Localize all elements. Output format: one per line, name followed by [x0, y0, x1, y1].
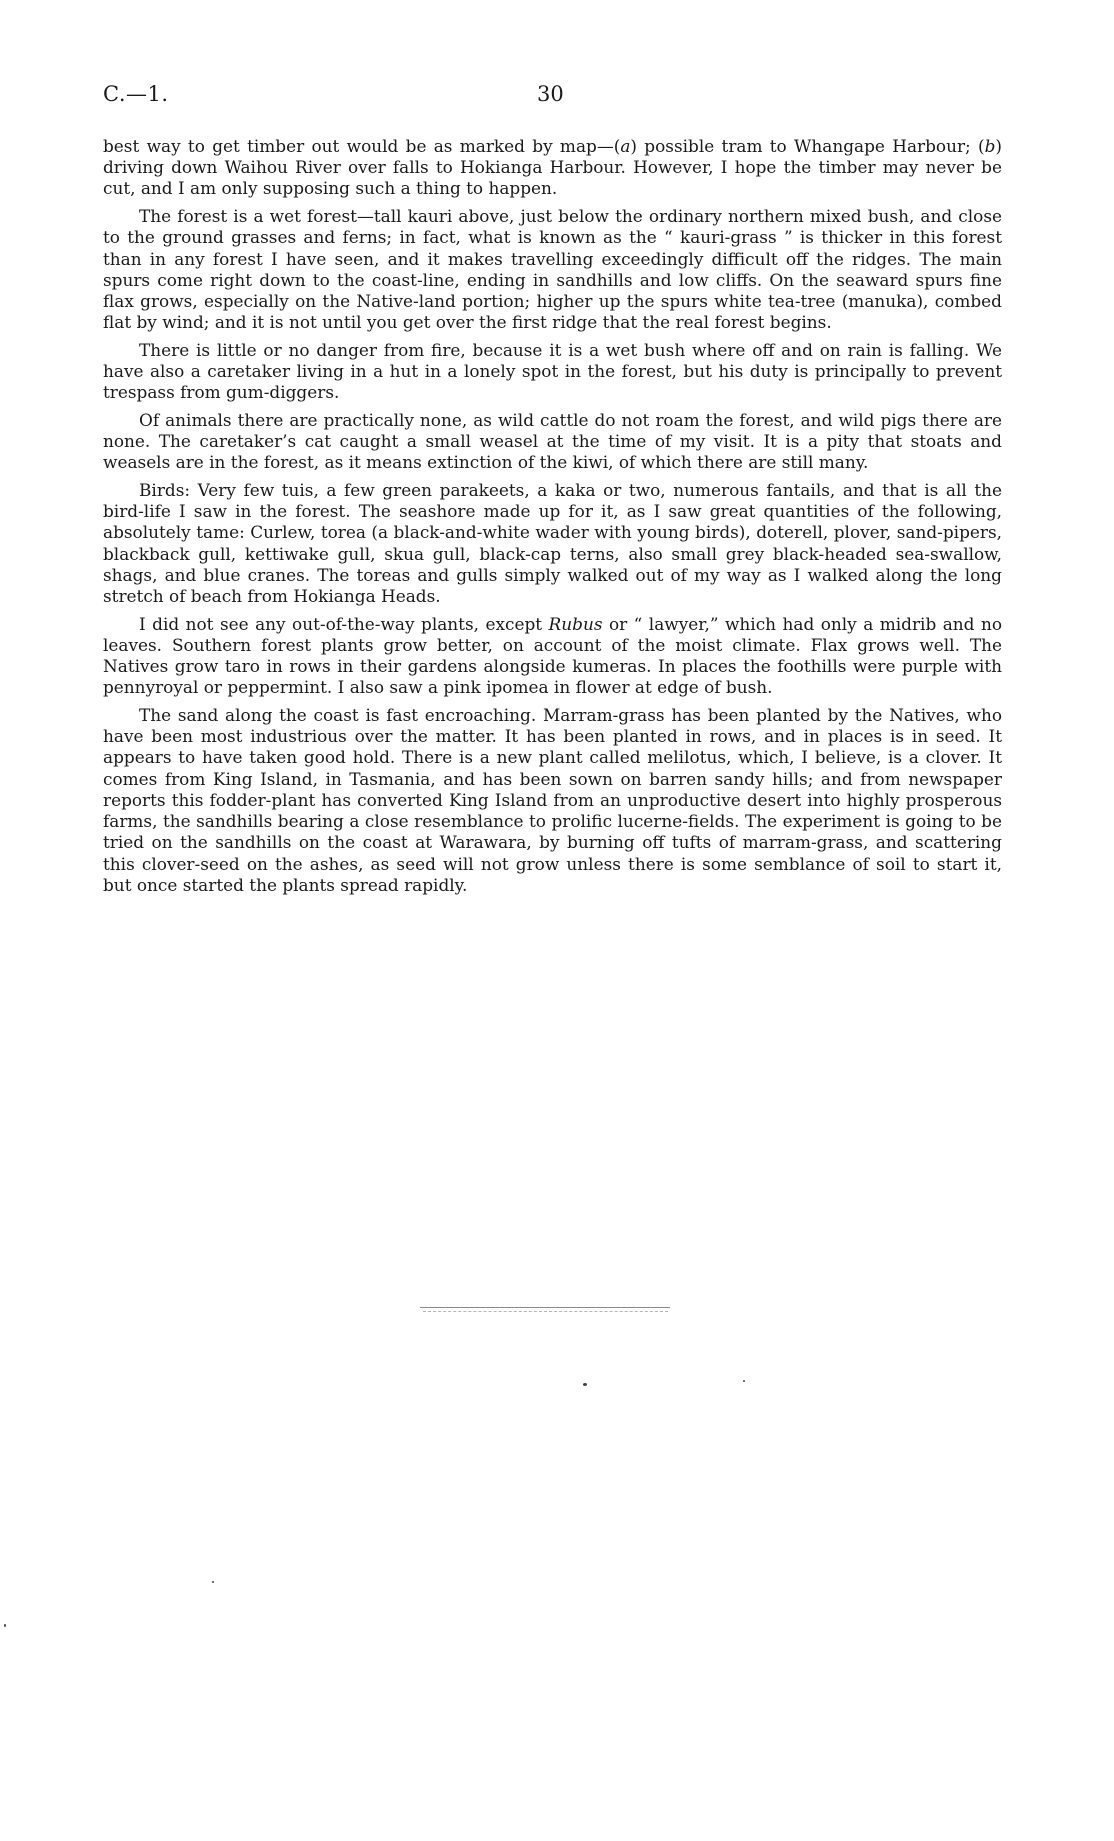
- text-run: The forest is a wet forest—tall kauri above, just below the ordinary northern mixed bush, and close to the ground grasses and ferns; in fact, what is known as the “ kauri-grass ” is thicker in this forest than in any forest I have seen, and it makes travelling exceedingly difficult off the ridges. The main spurs come right down to the coast-line, ending in sandhills and low cliffs. On the seaward spurs fine flax grows, especially on the Native-land portion; higher up the spurs white tea-tree (manuka), combed flat by wind; and it is not until you get over the first ridge that the real forest begins.: [103, 206, 1002, 333]
- text-run: best way to get timber out would be as marked by map—(: [103, 136, 621, 156]
- print-speck: [583, 1383, 587, 1386]
- text-run: Of animals there are practically none, as wild cattle do not roam the forest, and wild pigs there are none. The caretaker’s cat caught a small weasel at the time of my visit. It is a pity that stoats and weasels are in the forest, as it means extinction of the kiwi, of which there are still many.: [103, 409, 1002, 473]
- paragraph: [103, 340, 1002, 404]
- document-series-code: C.—1.: [103, 82, 169, 106]
- text-run: The sand along the coast is fast encroaching. Marram-grass has been planted by the Natives, who have been most industrious over the matter. It has been planted in rows, and in places is in seed. It appears to have taken good hold. There is a new plant called melilotus, which, I believe, is a clover. It comes from King Island, in Tasmania, and has been sown on barren sandy hills; and from newspaper reports this fodder-plant has converted King Island from an unproductive desert into highly prosperous farms, the sandhills bearing a close resemblance to prolific lucerne-fields. The experiment is going to be tried on the sandhills on the coast at Warawara, by burning off tufts of marram-grass, and scattering this clover-seed on the ashes, as seed will not grow unless there is some semblance of soil to start it, but once started the plants spread rapidly.: [103, 705, 1002, 895]
- page-number: 30: [537, 82, 564, 106]
- paragraph: [103, 614, 1002, 699]
- text-run: Birds: Very few tuis, a few green parakeets, a kaka or two, numerous fantails, and that is all the bird-life I saw in the forest. The seashore made up for it, as I saw great quantities of the following, absolutely tame: Curlew, torea (a black-and-white wader with young birds), doterell, plover, sand-pipers, blackback gull, kettiwake gull, skua gull, black-cap terns, also small grey black-headed sea-swallow, shags, and blue cranes. The toreas and gulls simply walked out of my way as I walked along the long stretch of beach from Hokianga Heads.: [103, 480, 1002, 607]
- print-speck: [212, 1581, 214, 1583]
- paragraph: [103, 480, 1002, 607]
- text-run: ) driving down Waihou River over falls to Hokianga Harbour. However, I hope the timber may never be cut, and I am only supposing such a thing to happen.: [103, 136, 1003, 199]
- page-header: [103, 82, 1003, 112]
- text-run: or “ lawyer,” which had only a midrib and no leaves. Southern forest plants grow better, on account of the moist climate. Flax grows well. The Natives grow taro in rows in their gardens alongside kumeras. In places the foothills were purple with pennyroyal or peppermint. I also saw a pink ipomea in flower at edge of bush.: [103, 613, 1002, 698]
- paragraph: [103, 410, 1002, 474]
- italic-text: Rubus: [548, 613, 603, 634]
- print-speck: [743, 1380, 745, 1382]
- paragraph: [103, 136, 1002, 200]
- text-run: There is little or no danger from fire, because it is a wet bush where off and on rain is falling. We have also a caretaker living in a hut in a lonely spot in the forest, but his duty is principally to prevent trespass from gum-diggers.: [103, 339, 1002, 403]
- body-text: [103, 136, 1002, 902]
- paragraph: [103, 206, 1002, 333]
- end-rule: [420, 1307, 670, 1308]
- italic-text: a: [620, 136, 631, 156]
- paragraph: [103, 705, 1002, 896]
- end-rule-dashed: [423, 1311, 668, 1312]
- print-speck: [4, 1624, 6, 1627]
- italic-text: b: [984, 136, 996, 156]
- text-run: I did not see any out-of-the-way plants, except: [139, 613, 549, 634]
- text-run: ) possible tram to Whangape Harbour; (: [630, 136, 985, 156]
